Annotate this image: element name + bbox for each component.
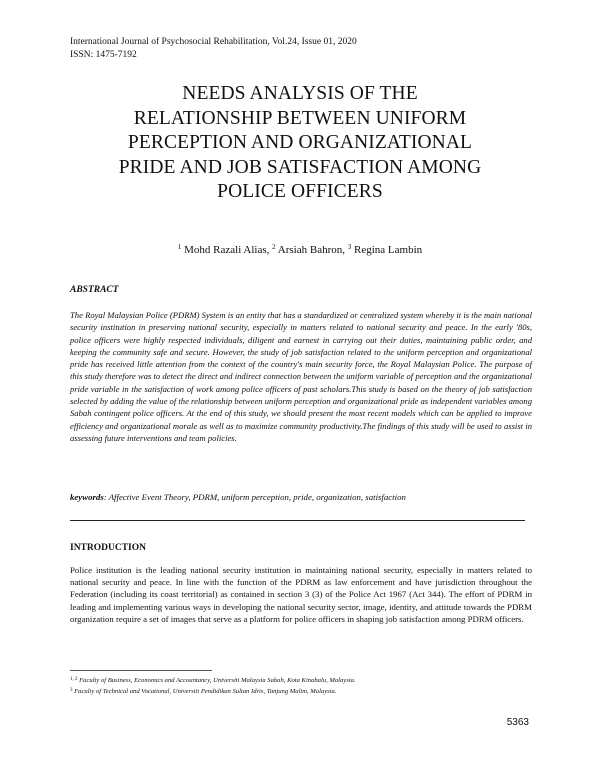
introduction-text: Police institution is the leading national security institution in maintaining national security, especially in matters related to national security and peace. In line with the function of the PDRM as law enforcement and have jurisdiction throughout the Federation (including its coast territorial) as contained in section 3 (3) of the Police Act 1967 (Act 344). The effort of PDRM in leading and implementing various ways in developing the national security sector, image, identity, and attitude towards the PDRM organization require a set of images that serve as a platform for police officers in shaping job satisfaction among PDRM officers. bbox=[70, 565, 532, 624]
paper-title bbox=[60, 82, 540, 205]
running-head bbox=[70, 36, 357, 62]
footnote-1 bbox=[70, 675, 540, 686]
author-list bbox=[0, 240, 600, 257]
introduction-heading: INTRODUCTION bbox=[70, 543, 147, 553]
title-line-2: RELATIONSHIP BETWEEN UNIFORM bbox=[133, 107, 467, 129]
author-1-mark: 1 bbox=[177, 243, 182, 251]
footnote-1-text: Faculty of Business, Economics and Accountancy, Universiti Malaysia Sabah, Kota Kinabalu, Malaysia. bbox=[79, 677, 356, 684]
author-2-mark: 2 bbox=[272, 243, 276, 251]
journal-line: International Journal of Psychosocial Rehabilitation, Vol.24, Issue 01, 2020 bbox=[70, 37, 357, 47]
footnotes bbox=[70, 675, 540, 697]
footnote-2-text: Faculty of Technical and Vocational, Universiti Pendidikan Sultan Idris, Tanjung Malim, Malaysia. bbox=[74, 688, 337, 695]
title-line-4: PRIDE AND JOB SATISFACTION AMONG bbox=[118, 156, 482, 178]
page-number: 5363 bbox=[506, 717, 529, 728]
author-1 bbox=[178, 244, 270, 256]
footnote-2 bbox=[70, 686, 540, 697]
author-2 bbox=[272, 244, 345, 256]
footnote-1-mark: 1, 2 bbox=[70, 677, 78, 682]
footnote-2-mark: 3 bbox=[70, 688, 73, 693]
author-2-name: Arsiah Bahron, bbox=[277, 244, 345, 256]
abstract-text: The Royal Malaysian Police (PDRM) System is an entity that has a standardized or centralized system whereby it is the main national security institution in preserving national security, especially in matters related to national security and peace. In the early '80s, police officers were highly respected individuals, diligent and earnest in carrying out their duties, maintaining public order, and keeping the community safe and secure. However, the study of job satisfaction related to the uniform perception and organizational pride has received little attention from the context of the country's main security force, the Royal Malaysian Police. The purpose of this study therefore was to detect the direct and indirect connection between the uniform variable of perception and the organizational pride variable in the satisfaction of work among police officers of past scholars.This study is based on the theory of job satisfaction selected by adding the value of the relationship between uniform perception and organizational pride as independent variables among Sabah contingent police officers. At the end of this study, we should present the most recent models which can be applied to improve efficiency and organizational morale as well as to maximize community productivity.The findings of this study will be used to assist in assessing future interventions and team policies. bbox=[70, 310, 532, 443]
author-1-name: Mohd Razali Alias, bbox=[184, 244, 270, 256]
footnote-rule bbox=[70, 670, 212, 671]
author-3-mark: 3 bbox=[347, 243, 352, 251]
issn-line: ISSN: 1475-7192 bbox=[70, 50, 137, 60]
keywords-text: : Affective Event Theory, PDRM, uniform perception, pride, organization, satisfaction bbox=[103, 492, 406, 502]
title-line-3: PERCEPTION AND ORGANIZATIONAL bbox=[127, 132, 473, 153]
section-divider bbox=[70, 520, 525, 521]
keywords bbox=[70, 491, 532, 503]
title-line-5: POLICE OFFICERS bbox=[217, 181, 383, 202]
title-line-1: NEEDS ANALYSIS OF THE bbox=[182, 83, 418, 104]
author-3 bbox=[348, 244, 422, 256]
keywords-label: keywords bbox=[70, 492, 104, 502]
author-3-name: Regina Lambin bbox=[354, 244, 423, 256]
abstract-heading: ABSTRACT bbox=[70, 285, 119, 295]
